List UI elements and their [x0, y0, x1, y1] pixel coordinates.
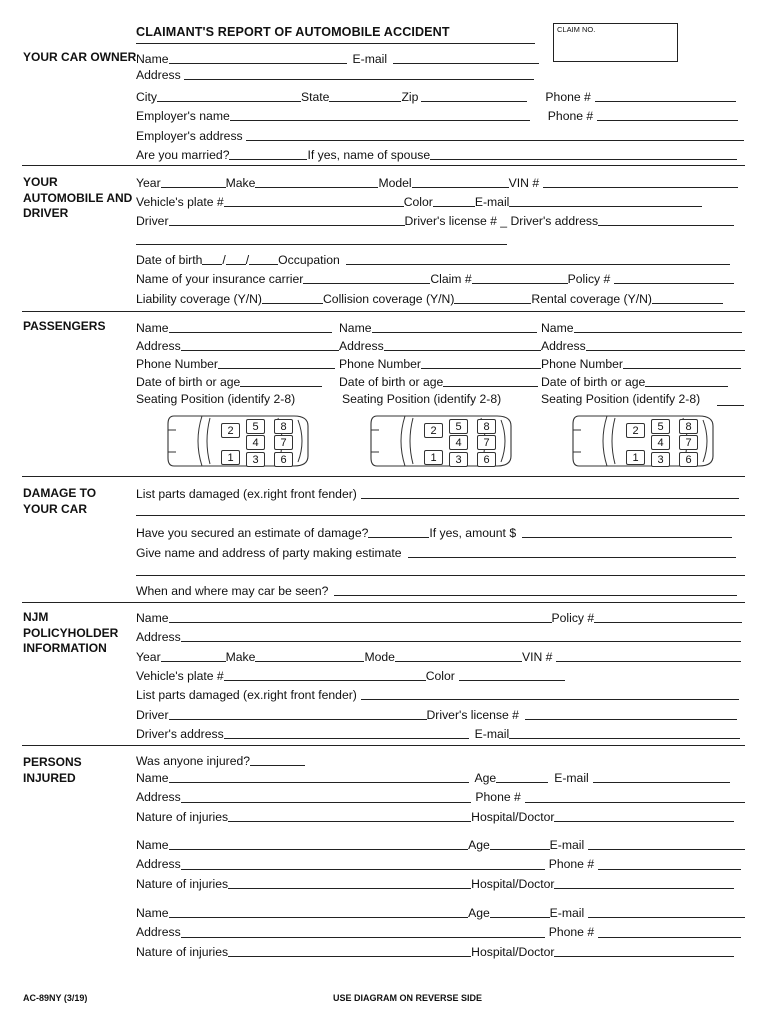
injured-name-label: Name: [136, 770, 169, 785]
seat-3[interactable]: 3: [246, 452, 265, 467]
passenger-2-address-field[interactable]: [384, 350, 541, 351]
auto-model-field[interactable]: [412, 187, 509, 188]
passenger-1-name-field[interactable]: [169, 332, 332, 333]
njm-row-driver: Driver Driver's license #: [136, 707, 745, 721]
owner-row-city: City State Zip Phone #: [136, 89, 745, 103]
dob-day-field[interactable]: [226, 264, 246, 265]
seat-1[interactable]: 1: [424, 450, 443, 465]
passenger-dob-label: Date of birth or age: [339, 374, 444, 389]
injured-2-row-3: [136, 876, 745, 890]
passenger-2-row-phone: [339, 356, 541, 370]
injured-2-email-field[interactable]: [588, 849, 745, 850]
njm-row-driver-address: Driver's address E-mail: [136, 726, 745, 740]
rental-coverage-field[interactable]: [652, 303, 723, 304]
seat-1[interactable]: 1: [626, 450, 645, 465]
damage-row-parts: List parts damaged (ex.right front fender): [136, 486, 745, 500]
damage-row-estimate: Have you secured an estimate of damage? If yes, amount $: [136, 525, 745, 539]
passenger-dob-label: Date of birth or age: [541, 374, 646, 389]
injured-3-name-field[interactable]: [169, 917, 469, 918]
injured-age-label: Age: [468, 837, 490, 852]
seat-5[interactable]: 5: [246, 419, 265, 434]
seat-5[interactable]: 5: [449, 419, 468, 434]
driver-address-continuation[interactable]: [136, 244, 507, 245]
section-damage-heading: DAMAGE TO YOUR CAR: [23, 486, 97, 516]
njm-row-year: Year Make Mode VIN #: [136, 649, 745, 663]
seat-5[interactable]: 5: [651, 419, 670, 434]
passenger-address-label: Address: [339, 338, 384, 353]
passenger-2-row-address: [339, 338, 541, 352]
divider: [22, 602, 745, 603]
auto-row-insurance: Name of your insurance carrier Claim # Policy #: [136, 271, 745, 285]
passenger-3-name-field[interactable]: [574, 332, 742, 333]
passenger-1-row-phone: [136, 356, 339, 370]
injured-address-label: Address: [136, 925, 181, 940]
estimate-party-continuation[interactable]: [136, 575, 745, 576]
form-number: AC-89NY (3/19): [23, 993, 88, 1003]
injured-2-phone-field[interactable]: [598, 869, 741, 870]
injured-email-label: E-mail: [549, 837, 585, 852]
damage-parts-field[interactable]: [361, 498, 739, 499]
passenger-phone-label: Phone Number: [339, 356, 421, 371]
njm-license-field[interactable]: [525, 719, 737, 720]
dob-year-field[interactable]: [249, 264, 278, 265]
njm-model-field[interactable]: [395, 661, 522, 662]
section-passengers-heading: PASSENGERS: [23, 319, 106, 333]
injured-2-address-field[interactable]: [181, 869, 545, 870]
injured-3-row-1: [136, 905, 745, 919]
auto-vin-field[interactable]: [543, 187, 738, 188]
passenger-2-name-field[interactable]: [372, 332, 537, 333]
seat-8[interactable]: 8: [679, 419, 698, 434]
owner-city-field[interactable]: [157, 101, 301, 102]
divider: [22, 476, 745, 477]
owner-row-employer: Employer's name Phone #: [136, 108, 745, 122]
passenger-3-row-phone: [541, 356, 745, 370]
passenger-1-seating-label: Seating Position (identify 2-8): [136, 392, 296, 406]
seat-6[interactable]: 6: [477, 452, 496, 467]
injured-age-label: Age: [474, 770, 497, 785]
injured-phone-label: Phone #: [548, 857, 595, 872]
injured-1-phone-field[interactable]: [525, 802, 745, 803]
njm-parts-field[interactable]: [361, 699, 739, 700]
njm-vin-field[interactable]: [556, 661, 741, 662]
passenger-3-row-address: [541, 338, 745, 352]
dob-month-field[interactable]: [202, 264, 222, 265]
injured-row-anyone: Was anyone injured?: [136, 753, 745, 767]
injured-email-label: E-mail: [549, 905, 585, 920]
injured-3-row-2: [136, 925, 745, 939]
passenger-1-address-field[interactable]: [181, 350, 339, 351]
injured-1-age-field[interactable]: [496, 782, 548, 783]
passenger-3-phone-field[interactable]: [623, 368, 741, 369]
njm-email-field[interactable]: [509, 738, 740, 739]
passenger-1-dob-field[interactable]: [240, 386, 322, 387]
auto-plate-field[interactable]: [224, 206, 404, 207]
injured-address-label: Address: [136, 790, 181, 805]
occupation-field[interactable]: [346, 264, 730, 265]
seat-7[interactable]: 7: [477, 435, 496, 450]
seat-6[interactable]: 6: [679, 452, 698, 467]
damage-row-party: Give name and address of party making estimate: [136, 545, 745, 559]
njm-address-field[interactable]: [181, 641, 741, 642]
claim-number-field[interactable]: [472, 283, 568, 284]
injured-1-row-2: [136, 790, 745, 804]
insurance-carrier-field[interactable]: [303, 283, 430, 284]
divider: [22, 311, 745, 312]
passenger-2-dob-field[interactable]: [443, 386, 538, 387]
injured-nature-label: Nature of injuries: [136, 876, 229, 891]
passenger-address-label: Address: [136, 338, 181, 353]
passenger-name-label: Name: [541, 320, 574, 335]
owner-row-employer-address: Employer's address: [136, 128, 745, 142]
njm-make-field[interactable]: [255, 661, 364, 662]
njm-plate-field[interactable]: [224, 680, 426, 681]
owner-name-field[interactable]: [169, 63, 347, 64]
policy-number-field[interactable]: [614, 283, 734, 284]
injured-email-label: E-mail: [554, 770, 589, 785]
owner-address-field[interactable]: [184, 79, 534, 80]
section-auto-heading: YOUR AUTOMOBILE AND DRIVER: [23, 175, 133, 220]
driver-address-field[interactable]: [598, 225, 734, 226]
passenger-name-label: Name: [339, 320, 372, 335]
employer-phone-field[interactable]: [597, 120, 738, 121]
estimate-party-field[interactable]: [408, 557, 736, 558]
auto-color-field[interactable]: [433, 206, 475, 207]
divider: [22, 745, 745, 746]
passenger-1-phone-field[interactable]: [218, 368, 335, 369]
injured-2-hospital-field[interactable]: [554, 888, 734, 889]
auto-row-coverage: Liability coverage (Y/N) Collision coverage (Y/N) Rental coverage (Y/N): [136, 291, 745, 305]
njm-row-address: Address: [136, 629, 745, 643]
passenger-3-row-name: [541, 320, 745, 334]
owner-employer-field[interactable]: [230, 120, 530, 121]
njm-driver-field[interactable]: [169, 719, 427, 720]
seat-1[interactable]: 1: [221, 450, 240, 465]
seat-2[interactable]: 2: [424, 423, 443, 438]
damage-parts-continuation[interactable]: [136, 515, 745, 516]
injured-hospital-label: Hospital/Doctor: [471, 809, 555, 824]
passenger-address-label: Address: [541, 338, 586, 353]
passenger-3-seating-field[interactable]: [717, 405, 744, 406]
passenger-phone-label: Phone Number: [136, 356, 218, 371]
passenger-1-row-name: [136, 320, 339, 334]
injured-3-phone-field[interactable]: [598, 937, 741, 938]
owner-row-name: Name E-mail: [136, 51, 745, 65]
injured-1-name-field[interactable]: [169, 782, 469, 783]
owner-email-field[interactable]: [393, 63, 539, 64]
injured-phone-label: Phone #: [548, 925, 595, 940]
auto-row-year: Year Make Model VIN #: [136, 175, 745, 189]
passenger-dob-label: Date of birth or age: [136, 374, 241, 389]
owner-phone-field[interactable]: [595, 101, 736, 102]
injured-name-label: Name: [136, 905, 169, 920]
passenger-3-seating-label: Seating Position (identify 2-8): [541, 392, 701, 406]
njm-name-field[interactable]: [169, 622, 552, 623]
injured-hospital-label: Hospital/Doctor: [471, 944, 555, 959]
njm-year-field[interactable]: [161, 661, 226, 662]
injured-2-age-field[interactable]: [490, 849, 550, 850]
section-njm-heading: NJM POLICYHOLDER INFORMATION: [23, 610, 119, 655]
seat-4[interactable]: 4: [246, 435, 265, 450]
seat-3[interactable]: 3: [449, 452, 468, 467]
injured-nature-label: Nature of injuries: [136, 944, 229, 959]
passenger-2-row-dob: [339, 374, 541, 388]
injured-3-email-field[interactable]: [588, 917, 745, 918]
injured-name-label: Name: [136, 837, 169, 852]
injured-nature-label: Nature of injuries: [136, 809, 229, 824]
married-field[interactable]: [229, 159, 307, 160]
auto-row-driver: Driver Driver's license # _ Driver's address: [136, 213, 745, 227]
seat-6[interactable]: 6: [274, 452, 293, 467]
passenger-3-address-field[interactable]: [586, 350, 745, 351]
section-owner-heading: YOUR CAR OWNER: [23, 50, 137, 64]
injured-1-email-field[interactable]: [593, 782, 730, 783]
auto-row-plate: Vehicle's plate # Color E-mail: [136, 194, 745, 208]
collision-coverage-field[interactable]: [454, 303, 531, 304]
passenger-1-row-dob: [136, 374, 339, 388]
injured-2-row-1: [136, 837, 745, 851]
owner-state-field[interactable]: [329, 101, 401, 102]
seat-8[interactable]: 8: [274, 419, 293, 434]
seat-7[interactable]: 7: [274, 435, 293, 450]
seat-3[interactable]: 3: [651, 452, 670, 467]
seat-4[interactable]: 4: [651, 435, 670, 450]
owner-zip-field[interactable]: [421, 101, 527, 102]
injured-phone-label: Phone #: [475, 790, 521, 805]
injured-hospital-label: Hospital/Doctor: [471, 876, 555, 891]
njm-driver-address-field[interactable]: [224, 738, 469, 739]
injured-1-address-field[interactable]: [181, 802, 472, 803]
seat-2[interactable]: 2: [221, 423, 240, 438]
spouse-field[interactable]: [430, 159, 737, 160]
employer-address-field[interactable]: [246, 140, 744, 141]
injured-2-name-field[interactable]: [169, 849, 469, 850]
injured-2-row-2: [136, 857, 745, 871]
injured-3-address-field[interactable]: [181, 937, 545, 938]
passenger-2-row-name: [339, 320, 541, 334]
seat-8[interactable]: 8: [477, 419, 496, 434]
seat-7[interactable]: 7: [679, 435, 698, 450]
injured-3-hospital-field[interactable]: [554, 956, 734, 957]
passenger-3-dob-field[interactable]: [645, 386, 728, 387]
auto-year-field[interactable]: [161, 187, 226, 188]
footer-note: USE DIAGRAM ON REVERSE SIDE: [333, 993, 483, 1003]
passenger-2-seating-label: Seating Position (identify 2-8): [342, 392, 502, 406]
injured-1-hospital-field[interactable]: [554, 821, 734, 822]
seat-2[interactable]: 2: [626, 423, 645, 438]
anyone-injured-field[interactable]: [250, 765, 305, 766]
injured-1-row-3: [136, 809, 745, 823]
form-title: CLAIMANT'S REPORT OF AUTOMOBILE ACCIDENT: [136, 25, 450, 39]
njm-color-field[interactable]: [459, 680, 565, 681]
owner-row-address: Address: [136, 67, 745, 81]
divider: [22, 165, 745, 166]
claim-number-label: CLAIM NO.: [557, 25, 596, 34]
seat-4[interactable]: 4: [449, 435, 468, 450]
estimate-secured-field[interactable]: [368, 537, 429, 538]
auto-make-field[interactable]: [255, 187, 378, 188]
injured-3-nature-field[interactable]: [228, 956, 471, 957]
passenger-2-phone-field[interactable]: [421, 368, 541, 369]
njm-row-plate: Vehicle's plate # Color: [136, 668, 745, 682]
damage-row-seen: When and where may car be seen?: [136, 583, 745, 597]
njm-policy-field[interactable]: [594, 622, 742, 623]
injured-1-nature-field[interactable]: [228, 821, 471, 822]
driver-field[interactable]: [169, 225, 405, 226]
passenger-name-label: Name: [136, 320, 169, 335]
passenger-3-row-dob: [541, 374, 745, 388]
injured-3-age-field[interactable]: [490, 917, 550, 918]
owner-row-married: Are you married? If yes, name of spouse: [136, 147, 745, 161]
passenger-1-row-address: [136, 338, 339, 352]
injured-1-row-1: [136, 770, 745, 784]
liability-coverage-field[interactable]: [262, 303, 323, 304]
injured-3-row-3: [136, 944, 745, 958]
njm-row-parts: List parts damaged (ex.right front fender): [136, 687, 745, 701]
car-seen-field[interactable]: [334, 595, 737, 596]
injured-address-label: Address: [136, 857, 181, 872]
auto-row-dob: Date of birth / / Occupation: [136, 252, 745, 266]
injured-2-nature-field[interactable]: [228, 888, 471, 889]
section-injured-heading: PERSONS INJURED: [23, 755, 82, 785]
auto-email-field[interactable]: [509, 206, 702, 207]
title-rule: [136, 43, 535, 44]
estimate-amount-field[interactable]: [522, 537, 732, 538]
passenger-phone-label: Phone Number: [541, 356, 623, 371]
njm-row-name: Name Policy #: [136, 610, 745, 624]
injured-age-label: Age: [468, 905, 490, 920]
